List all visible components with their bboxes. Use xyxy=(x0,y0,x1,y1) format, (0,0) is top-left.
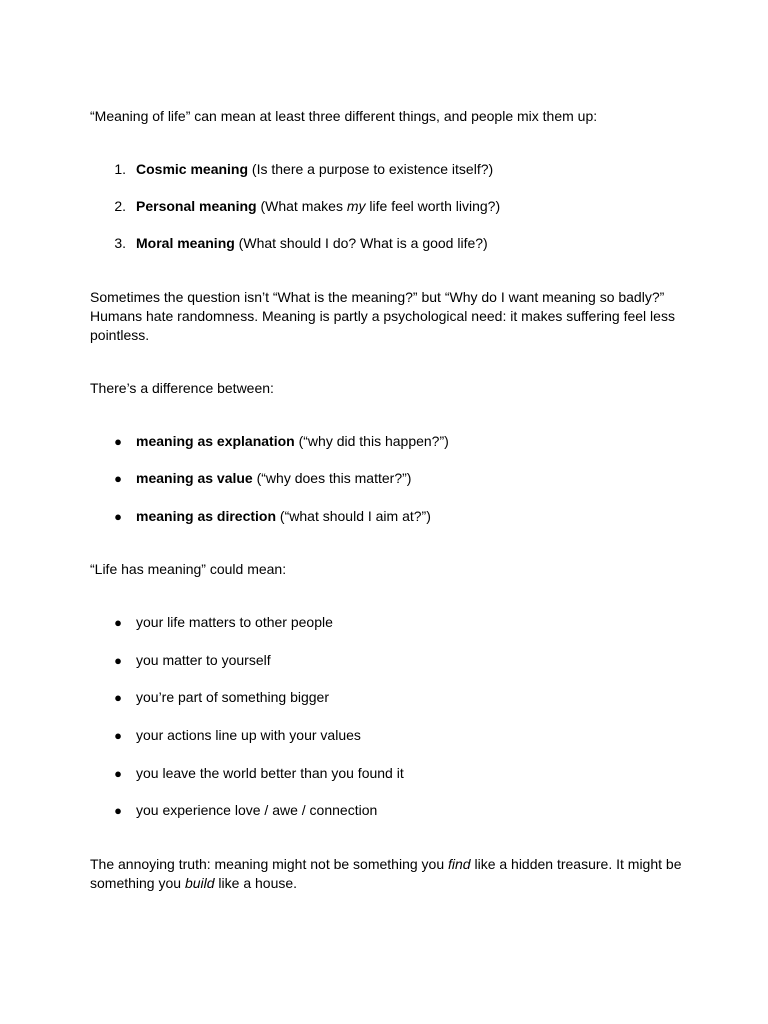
bullet-item xyxy=(0,613,768,632)
bullet-item xyxy=(0,688,768,707)
list-item-text: your actions line up with your values xyxy=(136,727,361,743)
bullet-icon: ● xyxy=(114,615,122,630)
item-term: Moral meaning xyxy=(136,235,235,251)
list-number: 1. xyxy=(114,161,126,177)
bullet-item xyxy=(0,764,768,783)
list-item-text xyxy=(136,197,500,216)
item-emphasis: my xyxy=(346,198,366,214)
list-item-text: you experience love / awe / connection xyxy=(136,802,378,818)
bullet-icon: ● xyxy=(114,509,122,524)
list-item-text: you’re part of something bigger xyxy=(136,689,329,705)
numbered-item-3 xyxy=(0,234,768,253)
numbered-item-1 xyxy=(0,160,768,179)
list-item-text xyxy=(136,469,411,488)
item-term: Personal meaning xyxy=(136,198,257,214)
item-description: (“what should I aim at?”) xyxy=(276,508,431,524)
closing-text-1: The annoying truth: meaning might not be something you xyxy=(90,856,448,872)
bullet-icon: ● xyxy=(114,690,122,705)
item-term: Cosmic meaning xyxy=(136,161,249,177)
item-term: meaning as value xyxy=(136,470,253,486)
item-description-end: life feel worth living?) xyxy=(365,198,501,214)
item-description: (What should I do? What is a good life?) xyxy=(234,235,488,251)
list-item-text: you matter to yourself xyxy=(136,652,271,668)
closing-emphasis-build: build xyxy=(184,875,215,891)
item-term: meaning as direction xyxy=(136,508,277,524)
list-item-text: your life matters to other people xyxy=(136,614,333,630)
list-item-text xyxy=(136,507,431,526)
bullet-icon: ● xyxy=(114,728,122,743)
item-description: (Is there a purpose to existence itself?) xyxy=(248,161,494,177)
bullet-icon: ● xyxy=(114,803,122,818)
item-description-start: (What makes xyxy=(256,198,347,214)
closing-emphasis-find: find xyxy=(448,856,471,872)
bullet-item xyxy=(0,801,768,820)
closing-text-3: like a house. xyxy=(214,875,298,891)
item-description: (“why does this matter?”) xyxy=(252,470,412,486)
list-item-text xyxy=(136,432,449,451)
randomness-paragraph: Sometimes the question isn’t “What is the meaning?” but “Why do I want meaning so badly?” Humans hate randomness. Meaning is partly a psychological need: it makes suffering feel less pointless. xyxy=(90,289,675,343)
closing-paragraph xyxy=(90,855,685,893)
difference-paragraph: There’s a difference between: xyxy=(90,380,274,396)
item-term: meaning as explanation xyxy=(136,433,295,449)
life-has-meaning-paragraph: “Life has meaning” could mean: xyxy=(90,561,287,577)
list-item-text: you leave the world better than you found it xyxy=(136,765,404,781)
list-number: 2. xyxy=(114,198,126,214)
numbered-item-2 xyxy=(0,197,768,216)
bullet-item xyxy=(0,651,768,670)
bullet-icon: ● xyxy=(114,471,122,486)
bullet-item-value xyxy=(0,469,768,488)
item-description: (“why did this happen?”) xyxy=(294,433,449,449)
bullet-icon: ● xyxy=(114,653,122,668)
intro-paragraph: “Meaning of life” can mean at least three different things, and people mix them up: xyxy=(90,108,598,124)
list-number: 3. xyxy=(114,235,126,251)
bullet-item-direction xyxy=(0,507,768,526)
closing-text-2: like a hidden treasure. It might be something you xyxy=(90,856,682,891)
bullet-item xyxy=(0,726,768,745)
bullet-icon: ● xyxy=(114,434,122,449)
bullet-icon: ● xyxy=(114,766,122,781)
list-item-text xyxy=(136,160,493,179)
bullet-item-explanation xyxy=(0,432,768,451)
list-item-text xyxy=(136,234,488,253)
